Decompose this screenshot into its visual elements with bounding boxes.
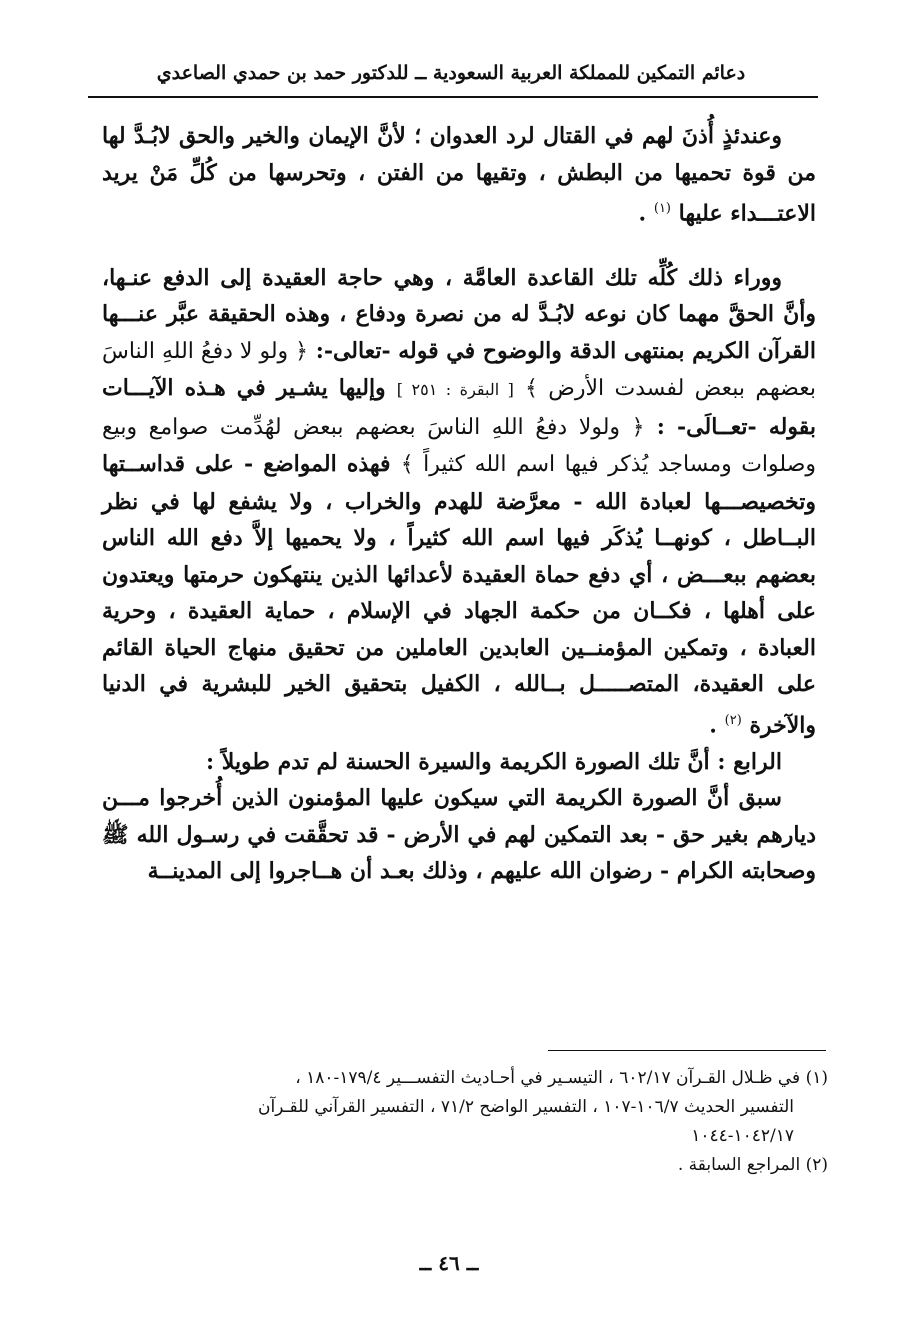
running-header: دعائم التمكين للمملكة العربية السعودية ــ للدكتور حمد بن حمدي الصاعدي bbox=[156, 62, 746, 84]
footnote-2: (٢) المراجع السابقة . bbox=[677, 1155, 828, 1175]
footnotes bbox=[138, 1064, 828, 1180]
main-text bbox=[102, 118, 816, 890]
paragraph-2-text-c: فهذه المواضع - على قداســتها وتخصيصـــها لعبادة الله - معرَّضة للهدم والخراب ، ولا يشفع لها في نظر البــاطل ، كونهــا يُذكَر فيها اسم الله كثيراً ، ولا يحميها إلاَّ دفع الله الناس بعضهم ببعـــض ، أي دفع حماة العقيدة لأعدائها الذين ينتهكون حرمتها ويعتدون على أهلها ، فكــان من حكمة الجهاد في الإسلام ، حماية العقيدة ، وحرية العبادة ، وتمكين المؤمنــين العابدين العاملين من تحقيق منهاج الحياة القائم على العقيدة، المتصـــــل بــالله ، الكفيل بتحقيق الخير للبشرية في الدنيا والآخرة bbox=[102, 451, 816, 739]
paragraph-1-text: وعندئذٍ أُذنَ لهم في القتال لرد العدوان ؛ لأنَّ الإيمان والخير والحق لابُـدَّ لها من قوة تحميها من البطش ، وتقيها من الفتن ، وتحرسها من كُلِّ مَنْ يريد الاعتـــداء عليها bbox=[102, 123, 816, 227]
footnote-1-line-3: ١٠٤٢/١٧-١٠٤٤ bbox=[691, 1126, 794, 1146]
footnote-1-line-1: (١) في ظـلال القـرآن ٦٠٢/١٧ ، التيسـير في أحـاديث التفســـير ١٧٩/٤-١٨٠ ، bbox=[295, 1068, 828, 1088]
quran-quote-1: ﴿ ولو لا دفعُ اللهِ الناسَ بعضهم ببعض لفسدت الأرض ﴾ bbox=[102, 338, 817, 402]
quran-quote-2: ﴿ ولولا دفعُ اللهِ الناسَ بعضهم ببعض لهُدِّمت صوامع وبيع وصلوات ومساجد يُذكر فيها اسم الله كثيراً ﴾ bbox=[102, 414, 816, 478]
section-heading: الرابع : أنَّ تلك الصورة الكريمة والسيرة الحسنة لم تدم طويلاً : bbox=[206, 748, 782, 775]
footnote-ref-1: (١) bbox=[653, 201, 671, 216]
footnote-ref-2: (٢) bbox=[724, 712, 742, 728]
quran-reference-1: [ البقرة : ٢٥١ ] bbox=[396, 380, 514, 400]
paragraph-2: ووراء ذلك كُلِّه تلك القاعدة العامَّة ، وهي حاجة العقيدة إلى الدفع عنـها، وأنَّ الحقَّ مهما كان نوعه لابُـدَّ له من نصرة ودفاع ، وهذه الحقيقة عبَّر عنـــها القرآن الكريم بمنتهى الدقة والوضوح في قوله -تعالى-: ﴿ ولو لا دفعُ اللهِ الناسَ بعضهم ببعض لفسدت الأرض ﴾ [ البقرة : ٢٥١ ] وإليها يشـير في هـذه الآيـــات بقوله -تعــالَى- : ﴿ ولولا دفعُ اللهِ الناسَ بعضهم ببعض لهُدِّمت صوامع وبيع وصلوات ومساجد يُذكر فيها اسم الله كثيراً ﴾ فهذه المواضع - على قداســتها وتخصيصـــها لعبادة الله - معرَّضة للهدم والخراب ، ولا يشفع لها في نظر البــاطل ، كونهــا يُذكَر فيها اسم الله كثيراً ، ولا يحميها إلاَّ دفع الله الناس بعضهم ببعـــض ، أي دفع حماة العقيدة لأعدائها الذين ينتهكون حرمتها ويعتدون على أهلها ، فكــان من حكمة الجهاد في الإسلام ، حماية العقيدة ، وحرية العبادة ، وتمكين المؤمنــين العابدين العاملين من تحقيق منهاج الحياة القائم على العقيدة، المتصـــــل بــالله ، الكفيل بتحقيق الخير للبشرية في الدنيا والآخرة $^{(٢)}$ . bbox=[102, 264, 817, 739]
page-number: ــ ٤٦ ــ bbox=[419, 1251, 479, 1275]
footnote-1-line-2: التفسير الحديث ١٠٦/٧-١٠٧ ، التفسير الواضح ٧١/٢ ، التفسير القرآني للقـرآن bbox=[257, 1097, 794, 1117]
paragraph-2-text-a: ووراء ذلك كُلِّه تلك القاعدة العامَّة ، وهي حاجة العقيدة إلى الدفع عنـها، وأنَّ الحقَّ مهما كان نوعه لابُـدَّ له من نصرة ودفاع ، وهذه الحقيقة عبَّر عنـــها القرآن الكريم بمنتهى الدقة والوضوح في قوله -تعالى-: bbox=[102, 264, 816, 364]
paragraph-2-text-b: وإليها يشـير في هـذه الآيـــات بقوله -تعــالَى- : bbox=[102, 375, 816, 440]
paragraph-4: سبق أنَّ الصورة الكريمة التي سيكون عليها المؤمنون الذين أُخرجوا مـــن ديارهم بغير حق - بعد التمكين لهم في الأرض - قد تحقَّقت في رسـول الله ﷺ وصحابته الكرام - رضوان الله عليهم ، وذلك بعـد أن هــاجروا إلى المدينــة bbox=[102, 785, 816, 885]
footnote-separator bbox=[548, 1050, 826, 1051]
header-rule bbox=[88, 96, 818, 98]
paragraph-1: وعندئذٍ أُذنَ لهم في القتال لرد العدوان ؛ لأنَّ الإيمان والخير والحق لابُـدَّ لها من قوة تحميها من البطش ، وتقيها من الفتن ، وتحرسها من كُلِّ مَنْ يريد الاعتـــداء عليها $^{(١)}$ . bbox=[102, 123, 816, 227]
